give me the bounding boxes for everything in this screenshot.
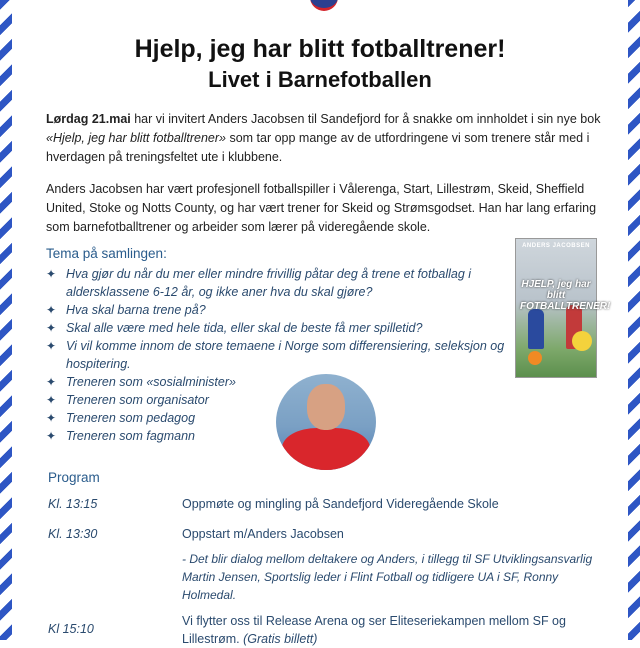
star-bullet-icon: ✦ [46, 393, 57, 407]
book-title: HJELP, jeg har blitt FOTBALLTRENER! [520, 279, 611, 312]
book-author: ANDERS JACOBSEN [522, 243, 590, 249]
program-heading: Program [48, 470, 100, 485]
star-bullet-icon: ✦ [46, 429, 57, 443]
book-reference: «Hjelp, jeg har blitt fotballtrener» [46, 131, 226, 145]
event-date: Lørdag 21.mai [46, 112, 131, 126]
star-bullet-icon: ✦ [46, 339, 57, 353]
club-logo [310, 0, 338, 11]
poster-subtitle: Livet i Barnefotballen [208, 67, 432, 92]
star-bullet-icon: ✦ [46, 267, 57, 281]
tema-heading: Tema på samlingen: [46, 246, 167, 261]
program-detail: - Det blir dialog mellom deltakere og Anders, i tillegg til SF Utviklingsansvarlig Martin Jensen, Sportslig leder i Flint Fotball og tidligere UA i SF, Ronny Holmedal. [182, 552, 593, 602]
program-time: Kl. 13:30 [48, 527, 98, 541]
star-bullet-icon: ✦ [46, 303, 57, 317]
portrait-shirt [282, 428, 370, 470]
book-cover-image [515, 238, 611, 378]
list-item: ✦ Hva skal barna trene på? [46, 303, 206, 317]
speaker-portrait [276, 374, 376, 470]
book-figure-player [528, 309, 544, 349]
program-text: Oppstart m/Anders Jacobsen [182, 527, 344, 541]
intro-text-2: som tar opp mange av de utfordringene vi som trenere står med i hverdagen på treningsfeltet ute i klubbene. [46, 131, 590, 164]
portrait-head [307, 384, 345, 430]
program-text: Oppmøte og mingling på Sandefjord Videregående Skole [182, 497, 499, 511]
program-time: Kl 15:10 [48, 622, 94, 636]
star-bullet-icon: ✦ [46, 411, 57, 425]
poster-sheet [12, 0, 628, 646]
list-item: ✦ Hva gjør du når du mer eller mindre frivillig påtar deg å trene et fotballag i aldersklassene 6-12 år, og ikke aner hva du skal gjøre? [46, 267, 472, 299]
program-time: Kl. 13:15 [48, 497, 98, 511]
speaker-bio: Anders Jacobsen har vært profesjonell fotballspiller i Vålerenga, Start, Lillestrøm, Skeid, Sheffield United, Stoke og Notts County, og har vært trener for Skeid og Strømsgodset. Han har lang erfaring som barnefotballtrener og arbeider som lærer på videregående skole. [46, 182, 597, 234]
book-sticker [572, 331, 592, 351]
football-icon [528, 351, 542, 365]
poster-title: Hjelp, jeg har blitt fotballtrener! [134, 35, 506, 63]
list-item: ✦ Vi vil komme innom de store temaene i Norge som differensiering, seleksjon og hospitering. [46, 339, 505, 371]
list-item: ✦ Skal alle være med hele tida, eller skal de beste få mer spilletid? [46, 321, 423, 335]
list-item: ✦ Treneren som pedagog [46, 411, 196, 425]
star-bullet-icon: ✦ [46, 321, 57, 335]
program-text: Vi flytter oss til Release Arena og ser Eliteseriekampen mellom SF og Lillestrøm. (Gratis billett) [182, 614, 566, 646]
list-item: ✦ Treneren som organisator [46, 393, 209, 407]
intro-text-1: har vi invitert Anders Jacobsen til Sandefjord for å snakke om innholdet i sin nye bok [130, 112, 601, 126]
star-bullet-icon: ✦ [46, 375, 57, 389]
intro-paragraph [46, 110, 611, 167]
program-note: (Gratis billett) [243, 632, 318, 646]
list-item: ✦ Treneren som «sosialminister» [46, 375, 236, 389]
list-item: ✦ Treneren som fagmann [46, 429, 195, 443]
